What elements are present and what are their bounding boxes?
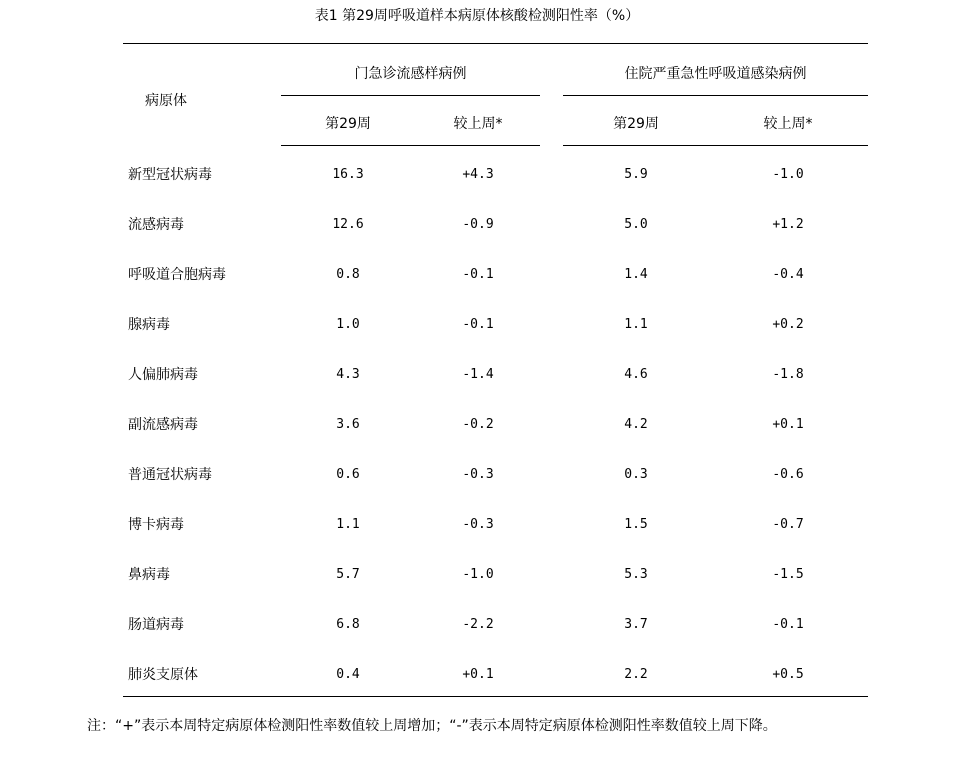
inpatient-week-value: 5.9	[624, 167, 648, 182]
pathogen-name: 肠道病毒	[128, 617, 184, 633]
pathogen-name: 博卡病毒	[128, 517, 184, 533]
pathogen-name: 人偏肺病毒	[128, 367, 198, 383]
outpatient-change-value: -0.1	[462, 267, 494, 282]
outpatient-group-rule	[281, 95, 540, 96]
inpatient-group-header: 住院严重急性呼吸道感染病例	[624, 66, 807, 82]
outpatient-week-value: 5.7	[336, 567, 360, 582]
inpatient-change-value: -1.5	[772, 567, 804, 582]
table-footnote: 注：“+”表示本周特定病原体检测阳性率数值较上周增加；“-”表示本周特定病原体检测阳性率数值较上周下降。	[87, 718, 777, 734]
outpatient-change-value: -0.2	[462, 417, 494, 432]
outpatient-change-value: +4.3	[462, 167, 494, 182]
inpatient-change-header: 较上周*	[763, 116, 813, 132]
inpatient-change-value: -0.7	[772, 517, 804, 532]
pathogen-name: 腺病毒	[128, 317, 170, 333]
pathogen-name: 呼吸道合胞病毒	[128, 267, 226, 283]
outpatient-change-value: -2.2	[462, 617, 494, 632]
inpatient-week-value: 2.2	[624, 667, 648, 682]
outpatient-week-header: 第29周	[325, 116, 371, 132]
outpatient-change-value: -1.4	[462, 367, 494, 382]
outpatient-change-value: -0.3	[462, 517, 494, 532]
outpatient-week-value: 1.0	[336, 317, 360, 332]
pathogen-name: 副流感病毒	[128, 417, 198, 433]
table-bottom-rule	[123, 696, 868, 697]
pathogen-name: 新型冠状病毒	[128, 167, 212, 183]
inpatient-week-value: 1.1	[624, 317, 648, 332]
table-top-rule	[123, 43, 868, 44]
outpatient-subheader-rule	[281, 145, 540, 146]
inpatient-week-value: 4.6	[624, 367, 648, 382]
pathogen-name: 鼻病毒	[128, 567, 170, 583]
inpatient-change-value: +1.2	[772, 217, 804, 232]
outpatient-week-value: 3.6	[336, 417, 360, 432]
outpatient-week-value: 1.1	[336, 517, 360, 532]
outpatient-week-value: 0.8	[336, 267, 360, 282]
pathogen-name: 流感病毒	[128, 217, 184, 233]
inpatient-week-value: 4.2	[624, 417, 648, 432]
inpatient-group-rule	[563, 95, 868, 96]
inpatient-change-value: -0.1	[772, 617, 804, 632]
outpatient-group-header: 门急诊流感样病例	[354, 66, 467, 82]
pathogen-column-header: 病原体	[145, 93, 187, 109]
inpatient-change-value: +0.5	[772, 667, 804, 682]
outpatient-week-value: 12.6	[332, 217, 364, 232]
inpatient-subheader-rule	[563, 145, 868, 146]
inpatient-change-value: +0.2	[772, 317, 804, 332]
inpatient-week-value: 1.4	[624, 267, 648, 282]
outpatient-change-value: -0.9	[462, 217, 494, 232]
inpatient-week-value: 5.0	[624, 217, 648, 232]
outpatient-change-value: -1.0	[462, 567, 494, 582]
inpatient-change-value: +0.1	[772, 417, 804, 432]
inpatient-change-value: -1.8	[772, 367, 804, 382]
outpatient-week-value: 0.4	[336, 667, 360, 682]
pathogen-name: 肺炎支原体	[128, 667, 198, 683]
outpatient-week-value: 16.3	[332, 167, 364, 182]
outpatient-change-header: 较上周*	[453, 116, 503, 132]
table-title: 表1 第29周呼吸道样本病原体核酸检测阳性率（%）	[314, 8, 640, 24]
inpatient-week-value: 0.3	[624, 467, 648, 482]
inpatient-week-value: 3.7	[624, 617, 648, 632]
outpatient-change-value: +0.1	[462, 667, 494, 682]
outpatient-week-value: 6.8	[336, 617, 360, 632]
inpatient-week-header: 第29周	[613, 116, 659, 132]
outpatient-change-value: -0.3	[462, 467, 494, 482]
inpatient-week-value: 5.3	[624, 567, 648, 582]
inpatient-change-value: -0.4	[772, 267, 804, 282]
inpatient-week-value: 1.5	[624, 517, 648, 532]
outpatient-week-value: 0.6	[336, 467, 360, 482]
inpatient-change-value: -0.6	[772, 467, 804, 482]
outpatient-change-value: -0.1	[462, 317, 494, 332]
pathogen-name: 普通冠状病毒	[128, 467, 212, 483]
outpatient-week-value: 4.3	[336, 367, 360, 382]
inpatient-change-value: -1.0	[772, 167, 804, 182]
